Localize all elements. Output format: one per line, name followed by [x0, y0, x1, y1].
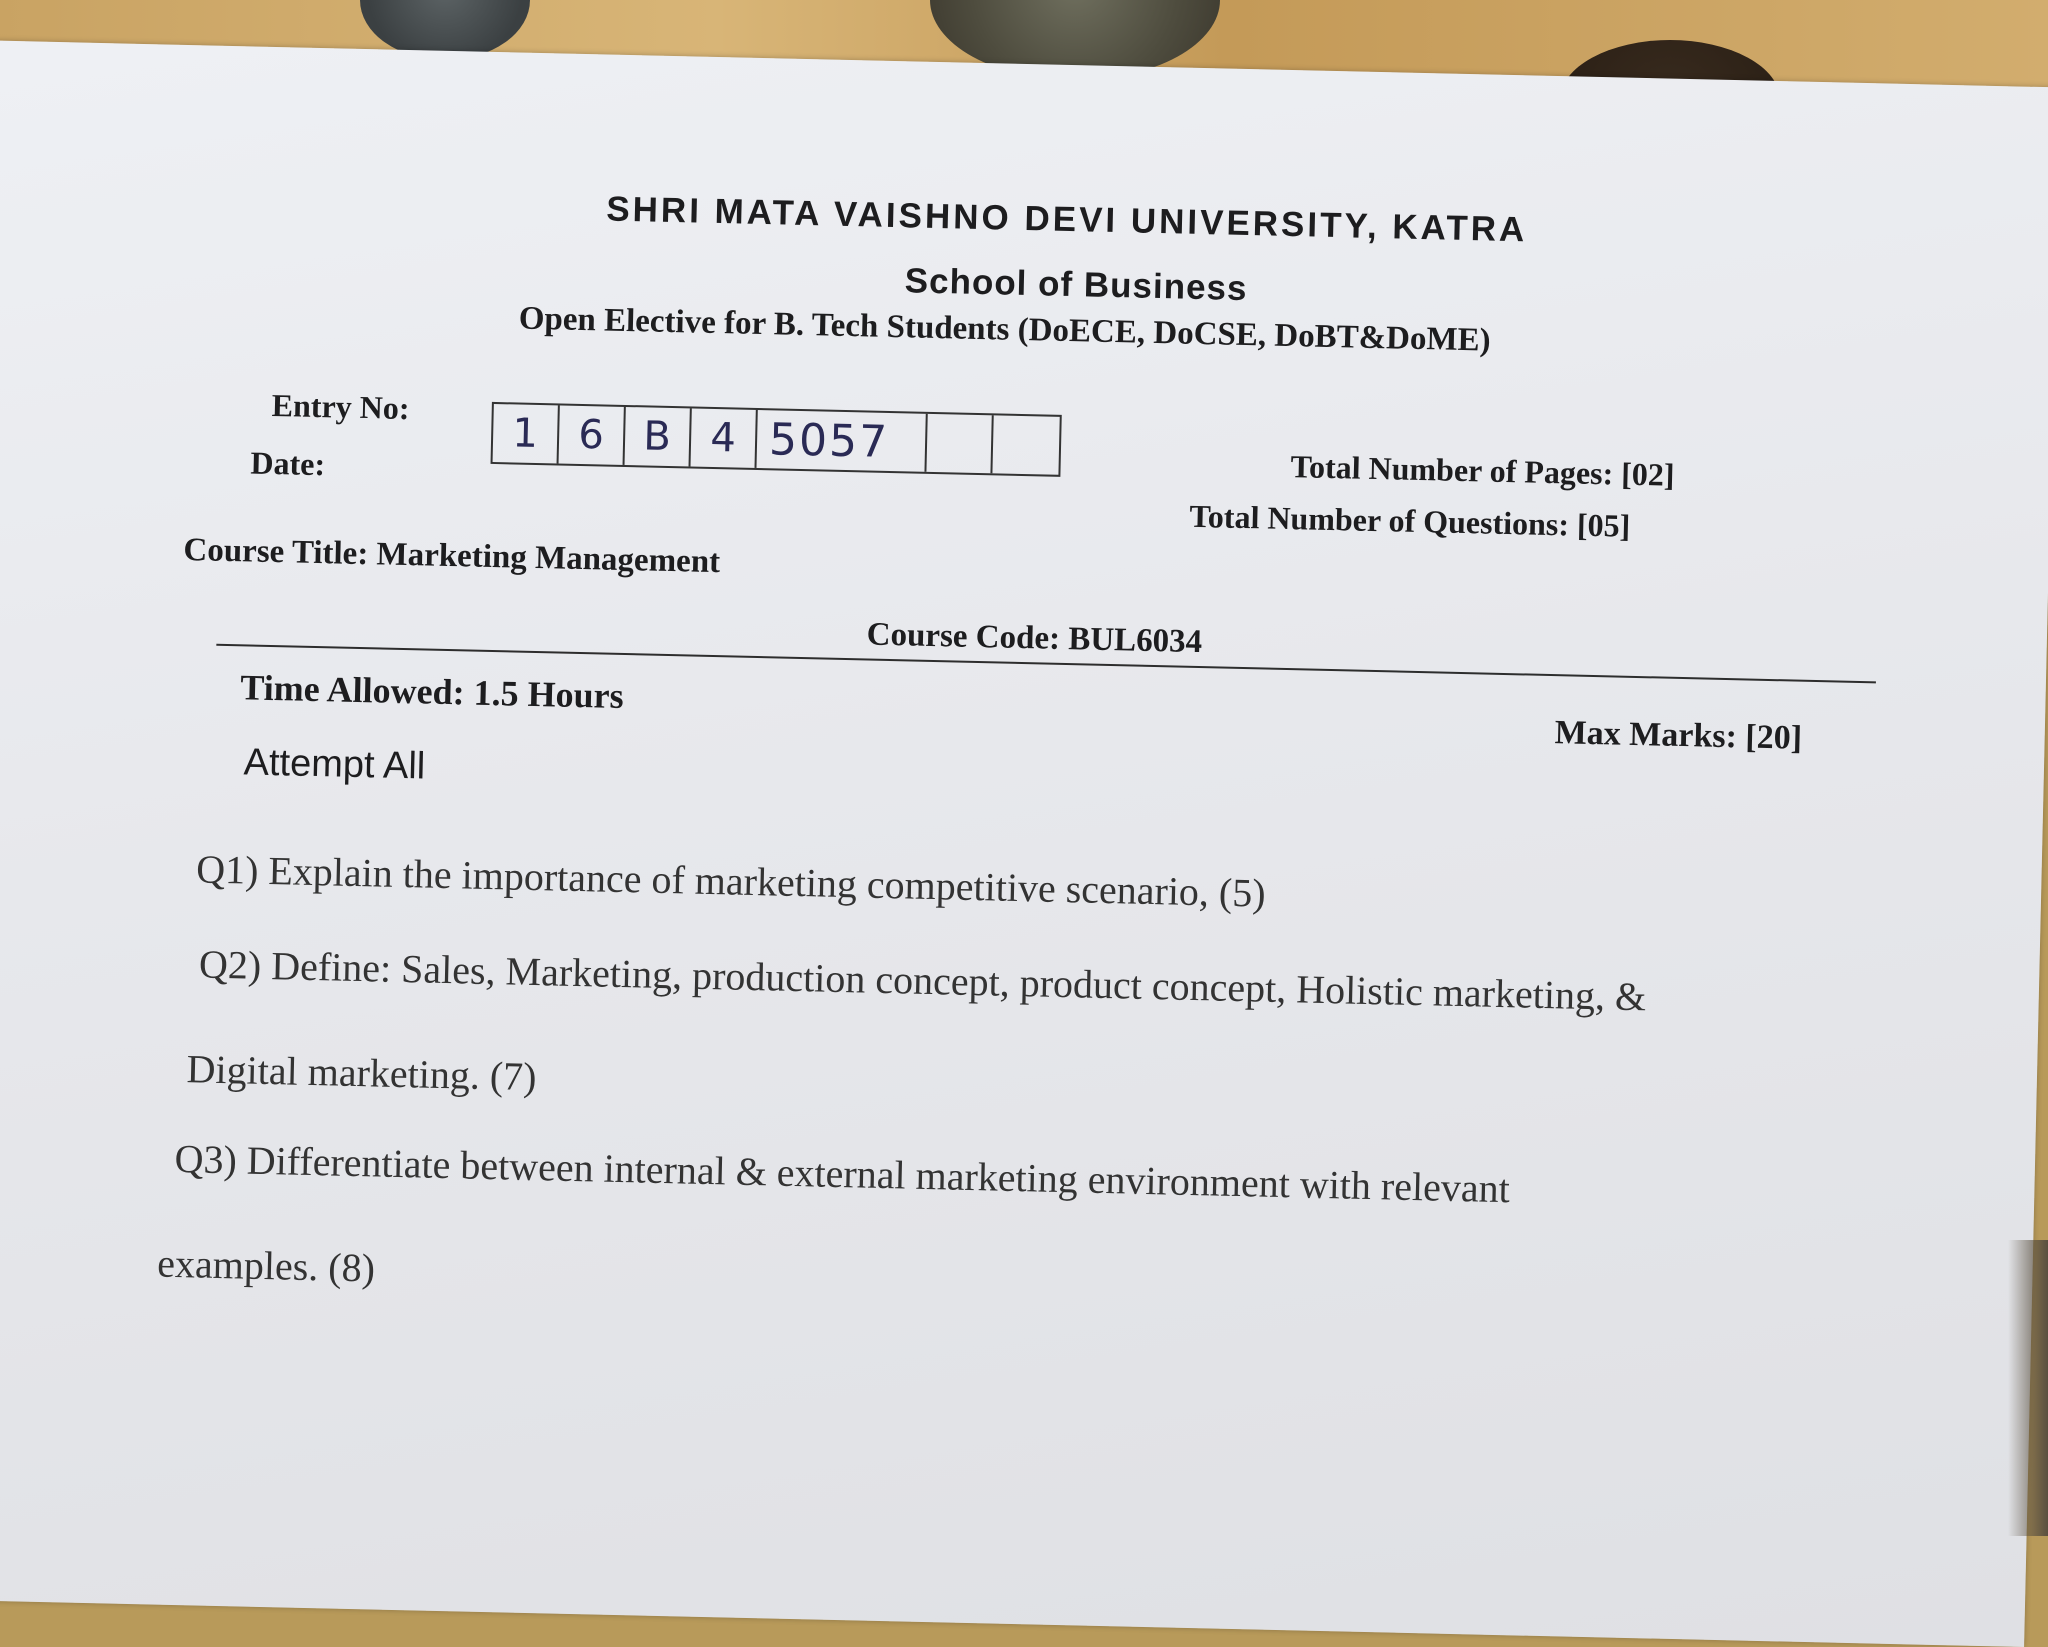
question-2-line-1: Q2) Define: Sales, Marketing, production concept, product concept, Holistic marketing, &: [198, 941, 1647, 1020]
school-name: School of Business: [904, 261, 1248, 309]
paper-edge-shadow: [2008, 1240, 2048, 1536]
entry-cell[interactable]: 4: [691, 408, 758, 467]
entry-cell[interactable]: 6: [559, 405, 626, 464]
total-questions: Total Number of Questions: [05]: [1189, 497, 1631, 544]
course-title: Course Title: Marketing Management: [183, 531, 721, 581]
max-marks: Max Marks: [20]: [1554, 714, 1803, 757]
total-pages: Total Number of Pages: [02]: [1290, 448, 1675, 493]
elective-subtitle: Open Elective for B. Tech Students (DoECE, DoCSE, DoBT&DoME): [518, 300, 1492, 359]
question-3-line-2: examples. (8): [156, 1240, 376, 1291]
time-allowed: Time Allowed: 1.5 Hours: [239, 667, 625, 716]
entry-cell[interactable]: B: [625, 407, 692, 466]
entry-cell[interactable]: [992, 415, 1059, 474]
entry-number-boxes[interactable]: [491, 402, 1062, 477]
question-1: Q1) Explain the importance of marketing competitive scenario, (5): [195, 846, 1267, 916]
question-2-line-2: Digital marketing. (7): [186, 1046, 538, 1100]
exam-paper: [0, 40, 2048, 1647]
entry-cell[interactable]: 1: [493, 404, 560, 463]
date-label: Date:: [250, 444, 326, 483]
attempt-instruction: Attempt All: [243, 741, 426, 788]
university-title: SHRI MATA VAISHNO DEVI UNIVERSITY, KATRA: [605, 189, 1528, 250]
entry-cell[interactable]: 5057: [756, 410, 927, 472]
entry-cell[interactable]: [926, 414, 993, 473]
question-3-line-1: Q3) Differentiate between internal & external marketing environment with relevant: [174, 1135, 1511, 1212]
entry-no-label: Entry No:: [271, 386, 410, 427]
course-code: Course Code: BUL6034: [866, 616, 1203, 661]
